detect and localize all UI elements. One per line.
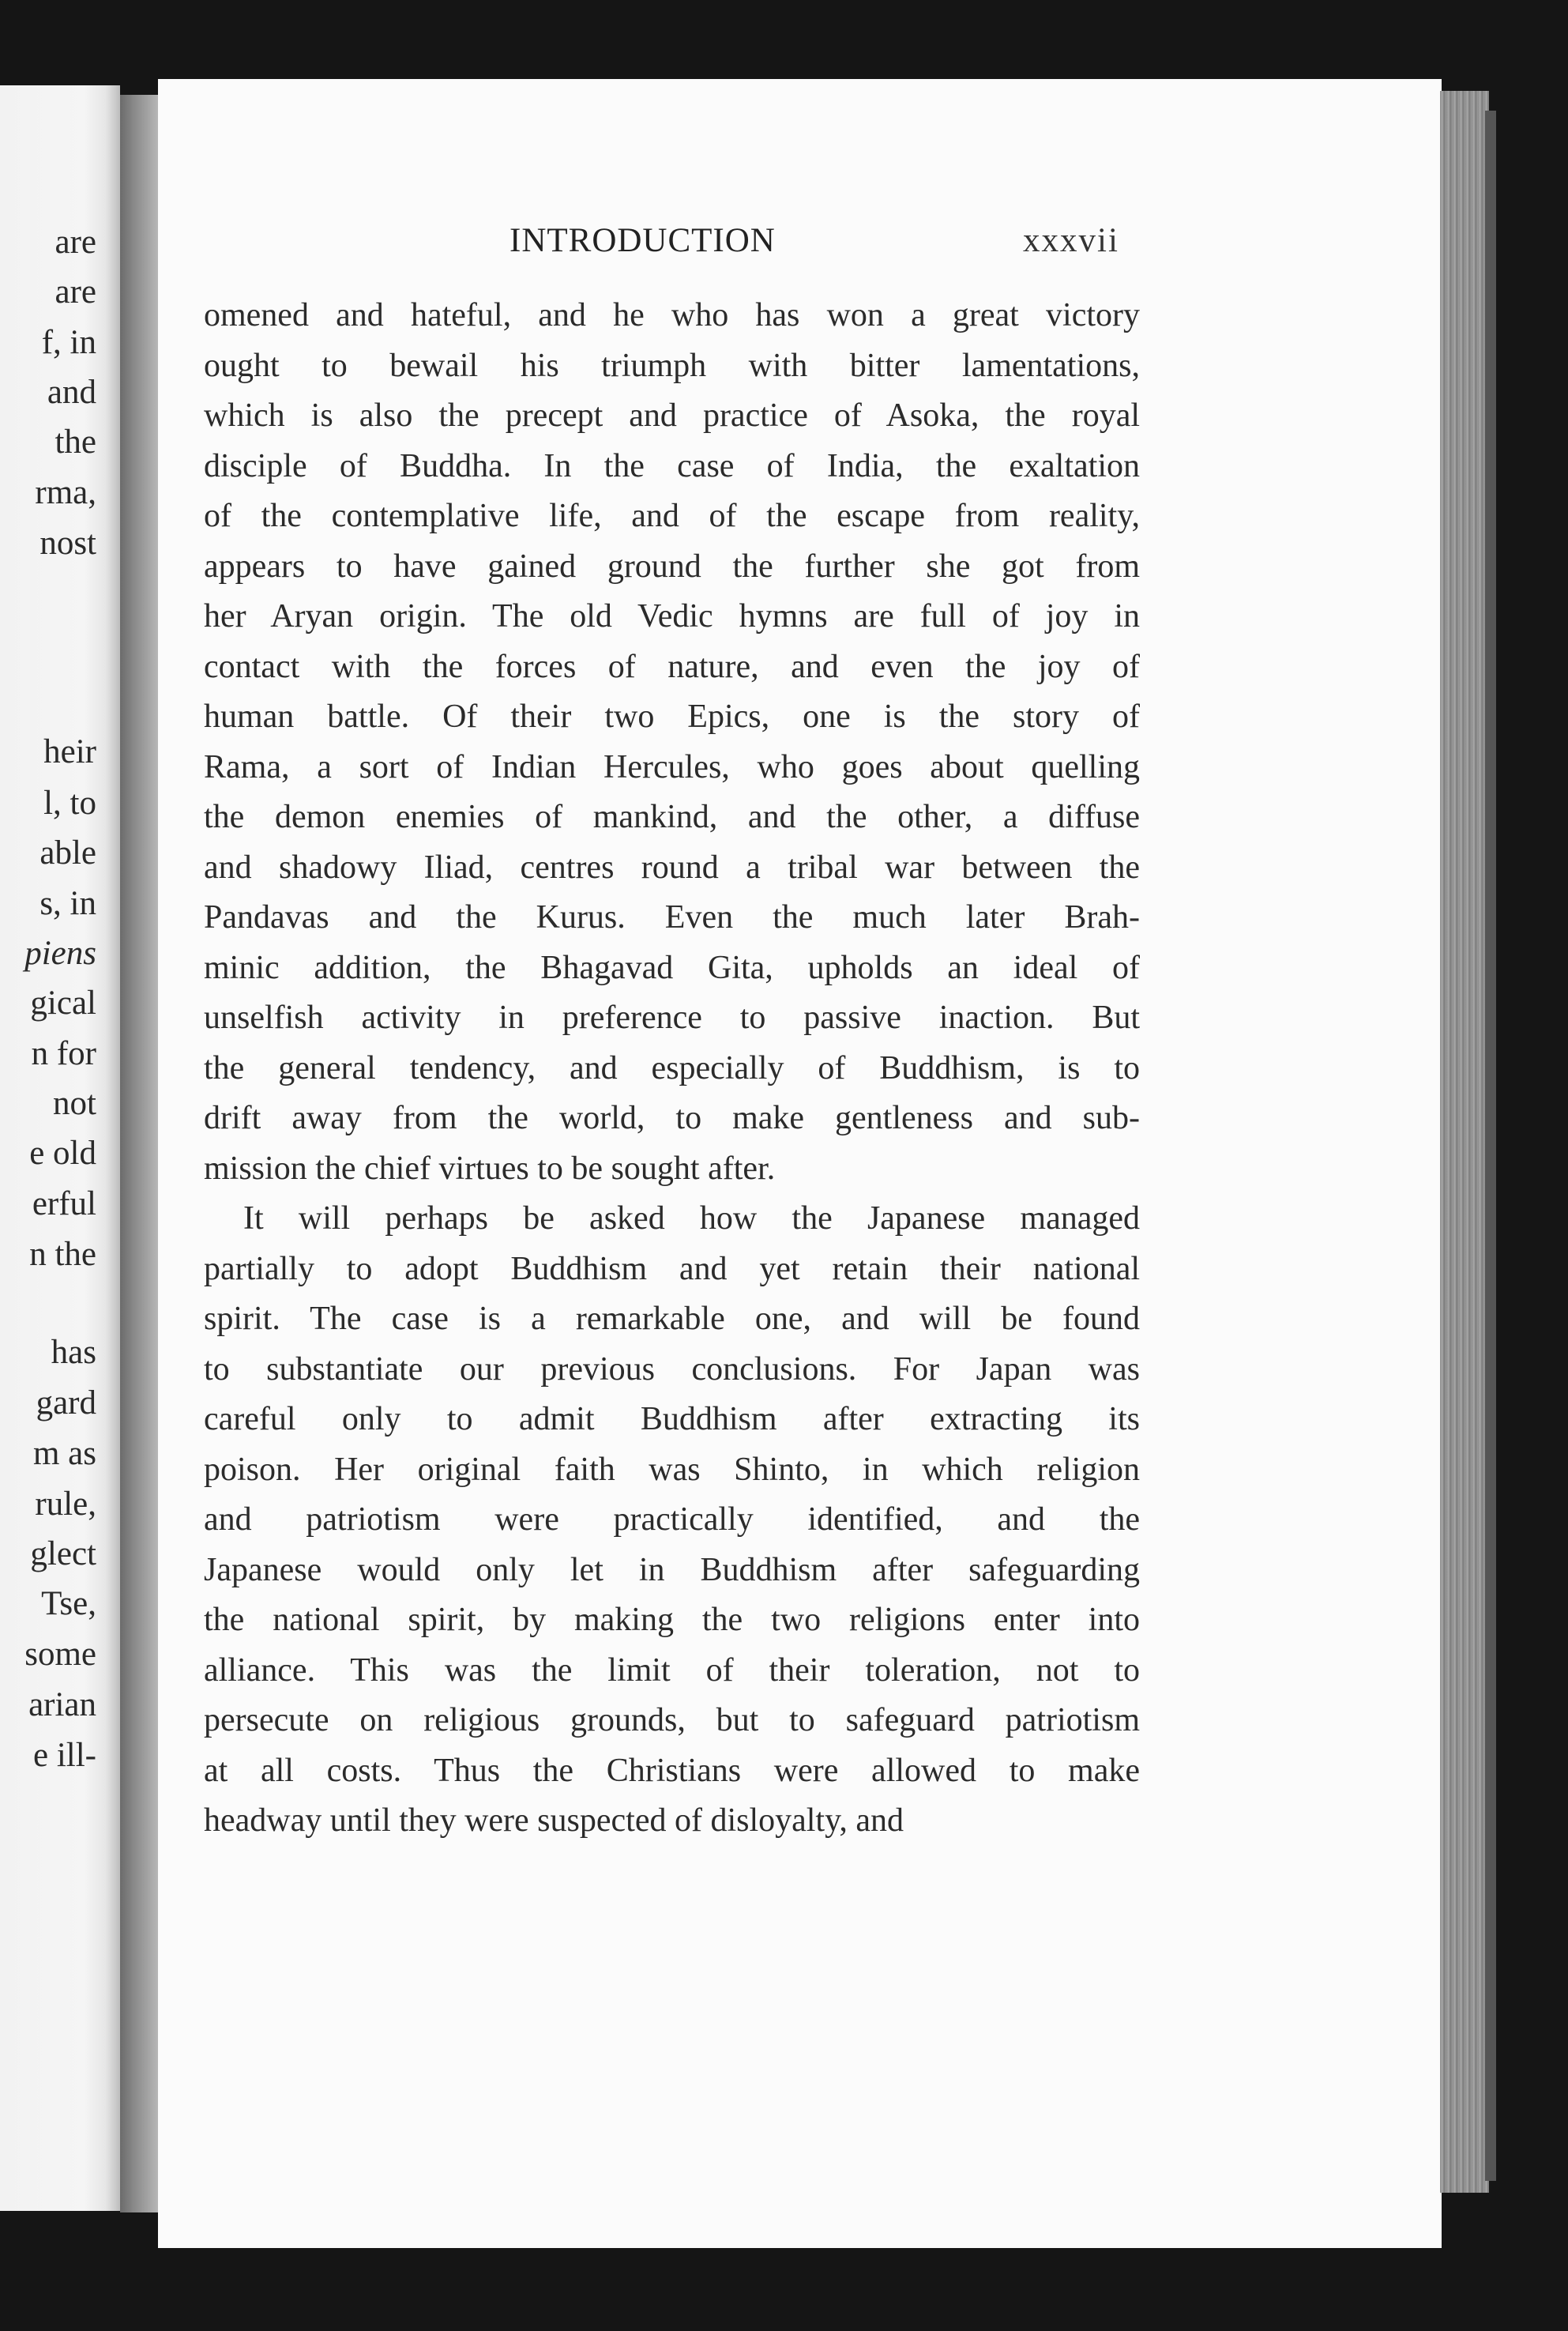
facing-page-line-fragment: some (24, 1636, 96, 1673)
text-line: human battle. Of their two Epics, one is the story of (204, 699, 1140, 735)
text-line: her Aryan origin. The old Vedic hymns are full of joy in (204, 598, 1140, 635)
facing-page-line-fragment: glect (30, 1535, 96, 1572)
text-line: contact with the forces of nature, and even the joy of (204, 648, 1140, 685)
facing-page-line-fragment: e old (29, 1135, 96, 1172)
running-head: INTRODUCTION (510, 222, 776, 259)
left-facing-page (0, 85, 120, 2211)
text-line: minic addition, the Bhagavad Gita, upholds an ideal of (204, 949, 1140, 986)
text-line: poison. Her original faith was Shinto, in which religion (204, 1451, 1140, 1488)
facing-page-line-fragment: able (39, 834, 96, 872)
facing-page-line-fragment: the (55, 424, 96, 461)
text-line: careful only to admit Buddhism after extracting its (204, 1401, 1140, 1437)
page-edges (1440, 91, 1489, 2193)
text-line: of the contemplative life, and of the escape from reality, (204, 498, 1140, 534)
text-line: Pandavas and the Kurus. Even the much later Brah- (204, 899, 1140, 936)
facing-page-line-fragment: s, in (39, 885, 96, 922)
facing-page-line-fragment: nost (39, 525, 96, 562)
text-line: ought to bewail his triumph with bitter lamentations, (204, 347, 1140, 384)
text-line: the demon enemies of mankind, and the other, a diffuse (204, 799, 1140, 835)
text-line: partially to adopt Buddhism and yet retain their national (204, 1250, 1140, 1287)
facing-page-line-fragment: rma, (35, 474, 96, 511)
text-line: Rama, a sort of Indian Hercules, who goes about quelling (204, 748, 1140, 785)
facing-page-line-fragment: l, to (43, 785, 96, 822)
facing-page-line-fragment: are (55, 224, 96, 261)
facing-page-line-fragment: arian (28, 1686, 96, 1723)
facing-page-line-fragment: rule, (35, 1486, 96, 1523)
facing-page-line-fragment: n the (29, 1236, 96, 1273)
facing-page-line-fragment: not (53, 1085, 96, 1122)
text-line: and patriotism were practically identified, and the (204, 1501, 1140, 1538)
text-line: headway until they were suspected of disloyalty, and (204, 1802, 904, 1839)
facing-page-line-fragment: e ill- (33, 1737, 96, 1774)
text-line: to substantiate our previous conclusions. For Japan was (204, 1350, 1140, 1388)
text-line: and shadowy Iliad, centres round a tribal war between the (204, 849, 1140, 886)
book-cover-edge (1485, 111, 1496, 2181)
facing-page-line-fragment: m as (32, 1435, 96, 1472)
text-line: the national spirit, by making the two religions enter into (204, 1602, 1140, 1638)
facing-page-line-fragment: Tse, (41, 1585, 96, 1622)
text-line: disciple of Buddha. In the case of India, the exaltation (204, 447, 1140, 484)
text-line: unselfish activity in preference to passive inaction. But (204, 1000, 1140, 1036)
facing-page-line-fragment: gical (30, 985, 96, 1022)
facing-page-line-fragment: gard (36, 1384, 96, 1422)
page-number: xxxvii (1023, 222, 1119, 259)
text-line: mission the chief virtues to be sought after. (204, 1150, 776, 1187)
facing-page-line-fragment: n for (31, 1035, 96, 1072)
text-line: It will perhaps be asked how the Japanese managed (243, 1200, 1140, 1237)
text-line: omened and hateful, and he who has won a great victory (204, 297, 1140, 333)
facing-page-line-fragment: erful (32, 1185, 96, 1222)
facing-page-line-fragment: piens (24, 935, 96, 972)
text-line: drift away from the world, to make gentleness and sub- (204, 1100, 1140, 1136)
text-line: persecute on religious grounds, but to safeguard patriotism (204, 1702, 1140, 1738)
text-line: appears to have gained ground the further she got from (204, 548, 1140, 585)
text-line: spirit. The case is a remarkable one, and will be found (204, 1301, 1140, 1337)
facing-page-line-fragment: f, in (41, 324, 96, 361)
text-line: alliance. This was the limit of their toleration, not to (204, 1651, 1140, 1689)
text-line: which is also the precept and practice of Asoka, the royal (204, 397, 1140, 434)
body-text (204, 291, 1140, 1847)
text-line: the general tendency, and especially of Buddhism, is to (204, 1049, 1140, 1086)
text-line: Japanese would only let in Buddhism after safeguarding (204, 1551, 1140, 1588)
facing-page-line-fragment: and (47, 374, 96, 411)
text-line: at all costs. Thus the Christians were allowed to make (204, 1752, 1140, 1789)
facing-page-line-fragment: heir (43, 733, 96, 770)
facing-page-line-fragment: are (55, 273, 96, 311)
facing-page-line-fragment: has (51, 1334, 96, 1371)
